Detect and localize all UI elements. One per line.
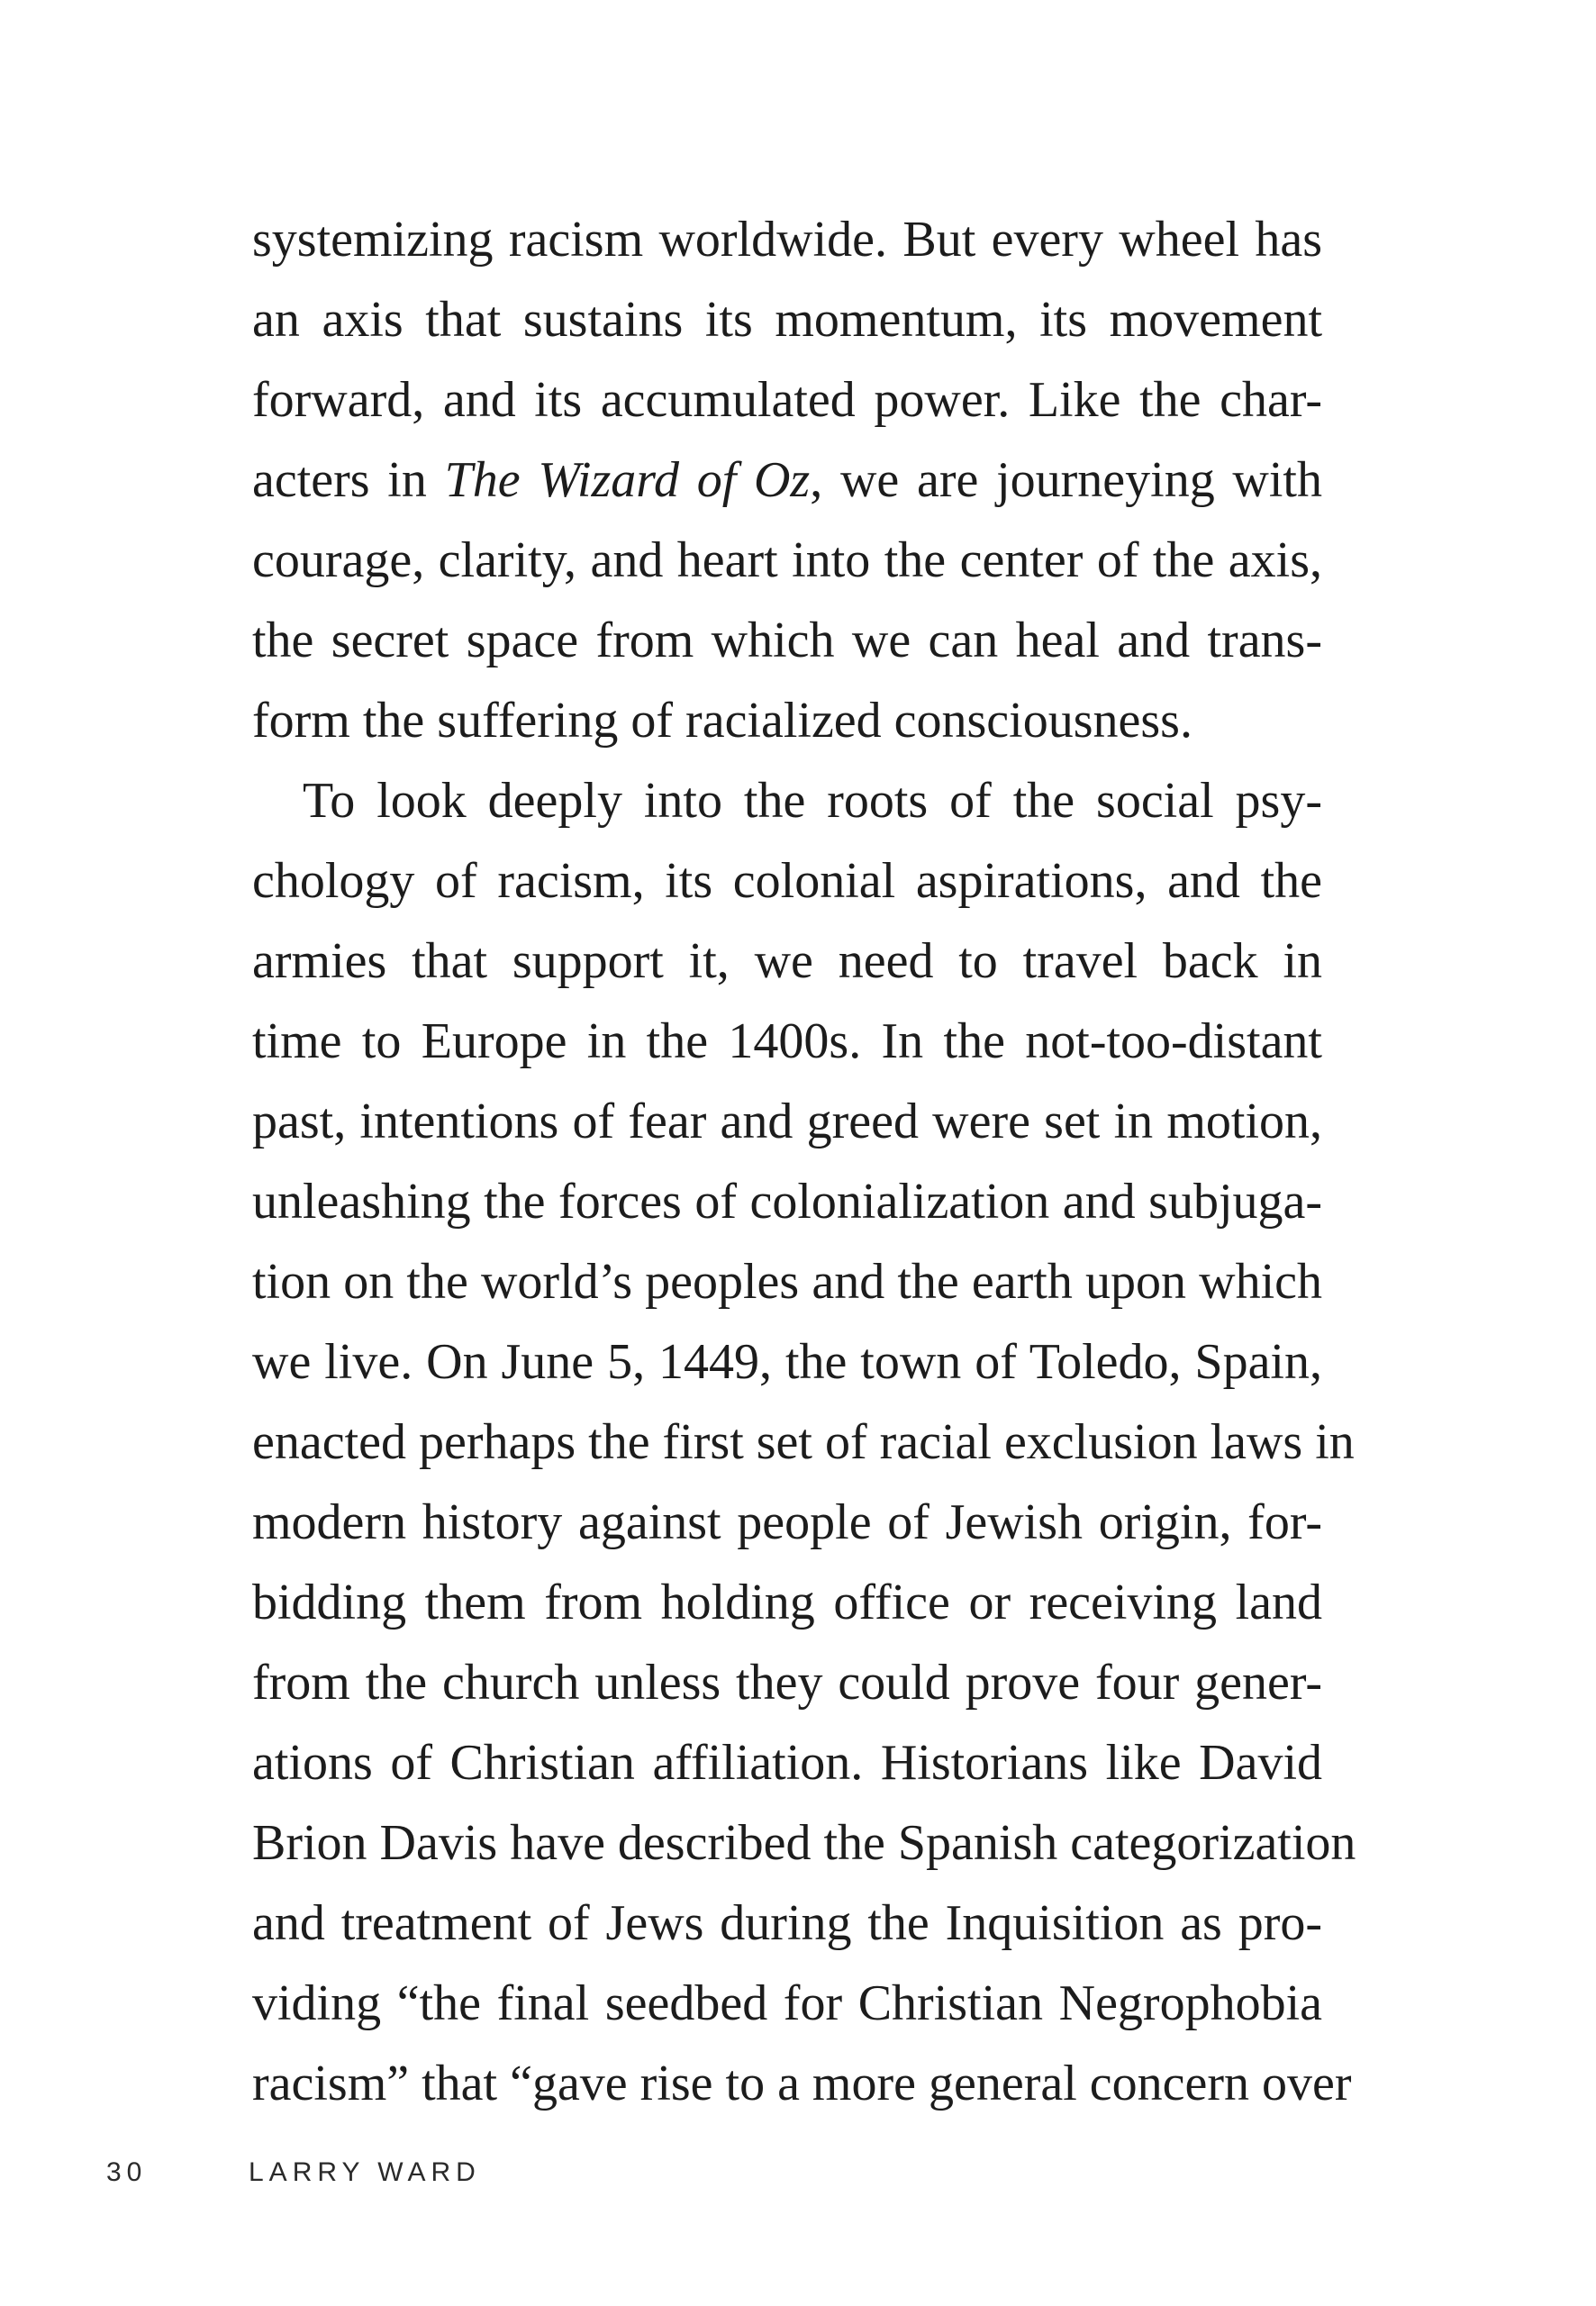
running-head-author: LARRY WARD (249, 2157, 481, 2187)
text-line: To look deeply into the roots of the social psy- (303, 773, 1322, 829)
text-line: modern history against people of Jewish origin, for- (252, 1494, 1322, 1550)
text-line (252, 440, 1322, 521)
text-line: chology of racism, its colonial aspirations, and the (252, 853, 1322, 909)
text-line: and treatment of Jews during the Inquisition as pro- (252, 1895, 1322, 1951)
text-line: Brion Davis have described the Spanish categorization (252, 1815, 1356, 1871)
paragraph-2 (252, 761, 1356, 2124)
text-line: ations of Christian affiliation. Historians like David (252, 1735, 1322, 1791)
text-line: an axis that sustains its momentum, its movement (252, 292, 1322, 348)
book-title-italic: The Wizard of Oz (444, 452, 811, 508)
text-line: viding “the final seedbed for Christian Negrophobia (252, 1975, 1322, 2031)
text-segment: , we are journeying with (810, 452, 1322, 508)
text-line: form the suffering of racialized consciousness. (252, 693, 1192, 749)
text-line: from the church unless they could prove four gener- (252, 1655, 1322, 1711)
text-segment: acters in (252, 452, 445, 508)
page-number: 30 (106, 2157, 148, 2187)
text-line: past, intentions of fear and greed were set in motion, (252, 1094, 1322, 1149)
paragraph-1 (252, 200, 1322, 761)
text-line: bidding them from holding office or receiving land (252, 1575, 1322, 1630)
text-line: enacted perhaps the first set of racial exclusion laws in (252, 1414, 1355, 1470)
body-text (252, 200, 1356, 2124)
text-line: systemizing racism worldwide. But every wheel has (252, 212, 1322, 268)
text-line: the secret space from which we can heal and trans- (252, 613, 1322, 668)
text-line: armies that support it, we need to travel back in (252, 933, 1322, 989)
text-line: unleashing the forces of colonialization and subjuga- (252, 1174, 1322, 1230)
text-line: time to Europe in the 1400s. In the not-too-distant (252, 1013, 1322, 1069)
text-line: we live. On June 5, 1449, the town of Toledo, Spain, (252, 1334, 1322, 1390)
text-line: forward, and its accumulated power. Like the char- (252, 372, 1322, 428)
text-line: racism” that “gave rise to a more general concern over (252, 2056, 1352, 2111)
text-line: tion on the world’s peoples and the earth upon which (252, 1254, 1322, 1310)
text-line: courage, clarity, and heart into the center of the axis, (252, 532, 1322, 588)
